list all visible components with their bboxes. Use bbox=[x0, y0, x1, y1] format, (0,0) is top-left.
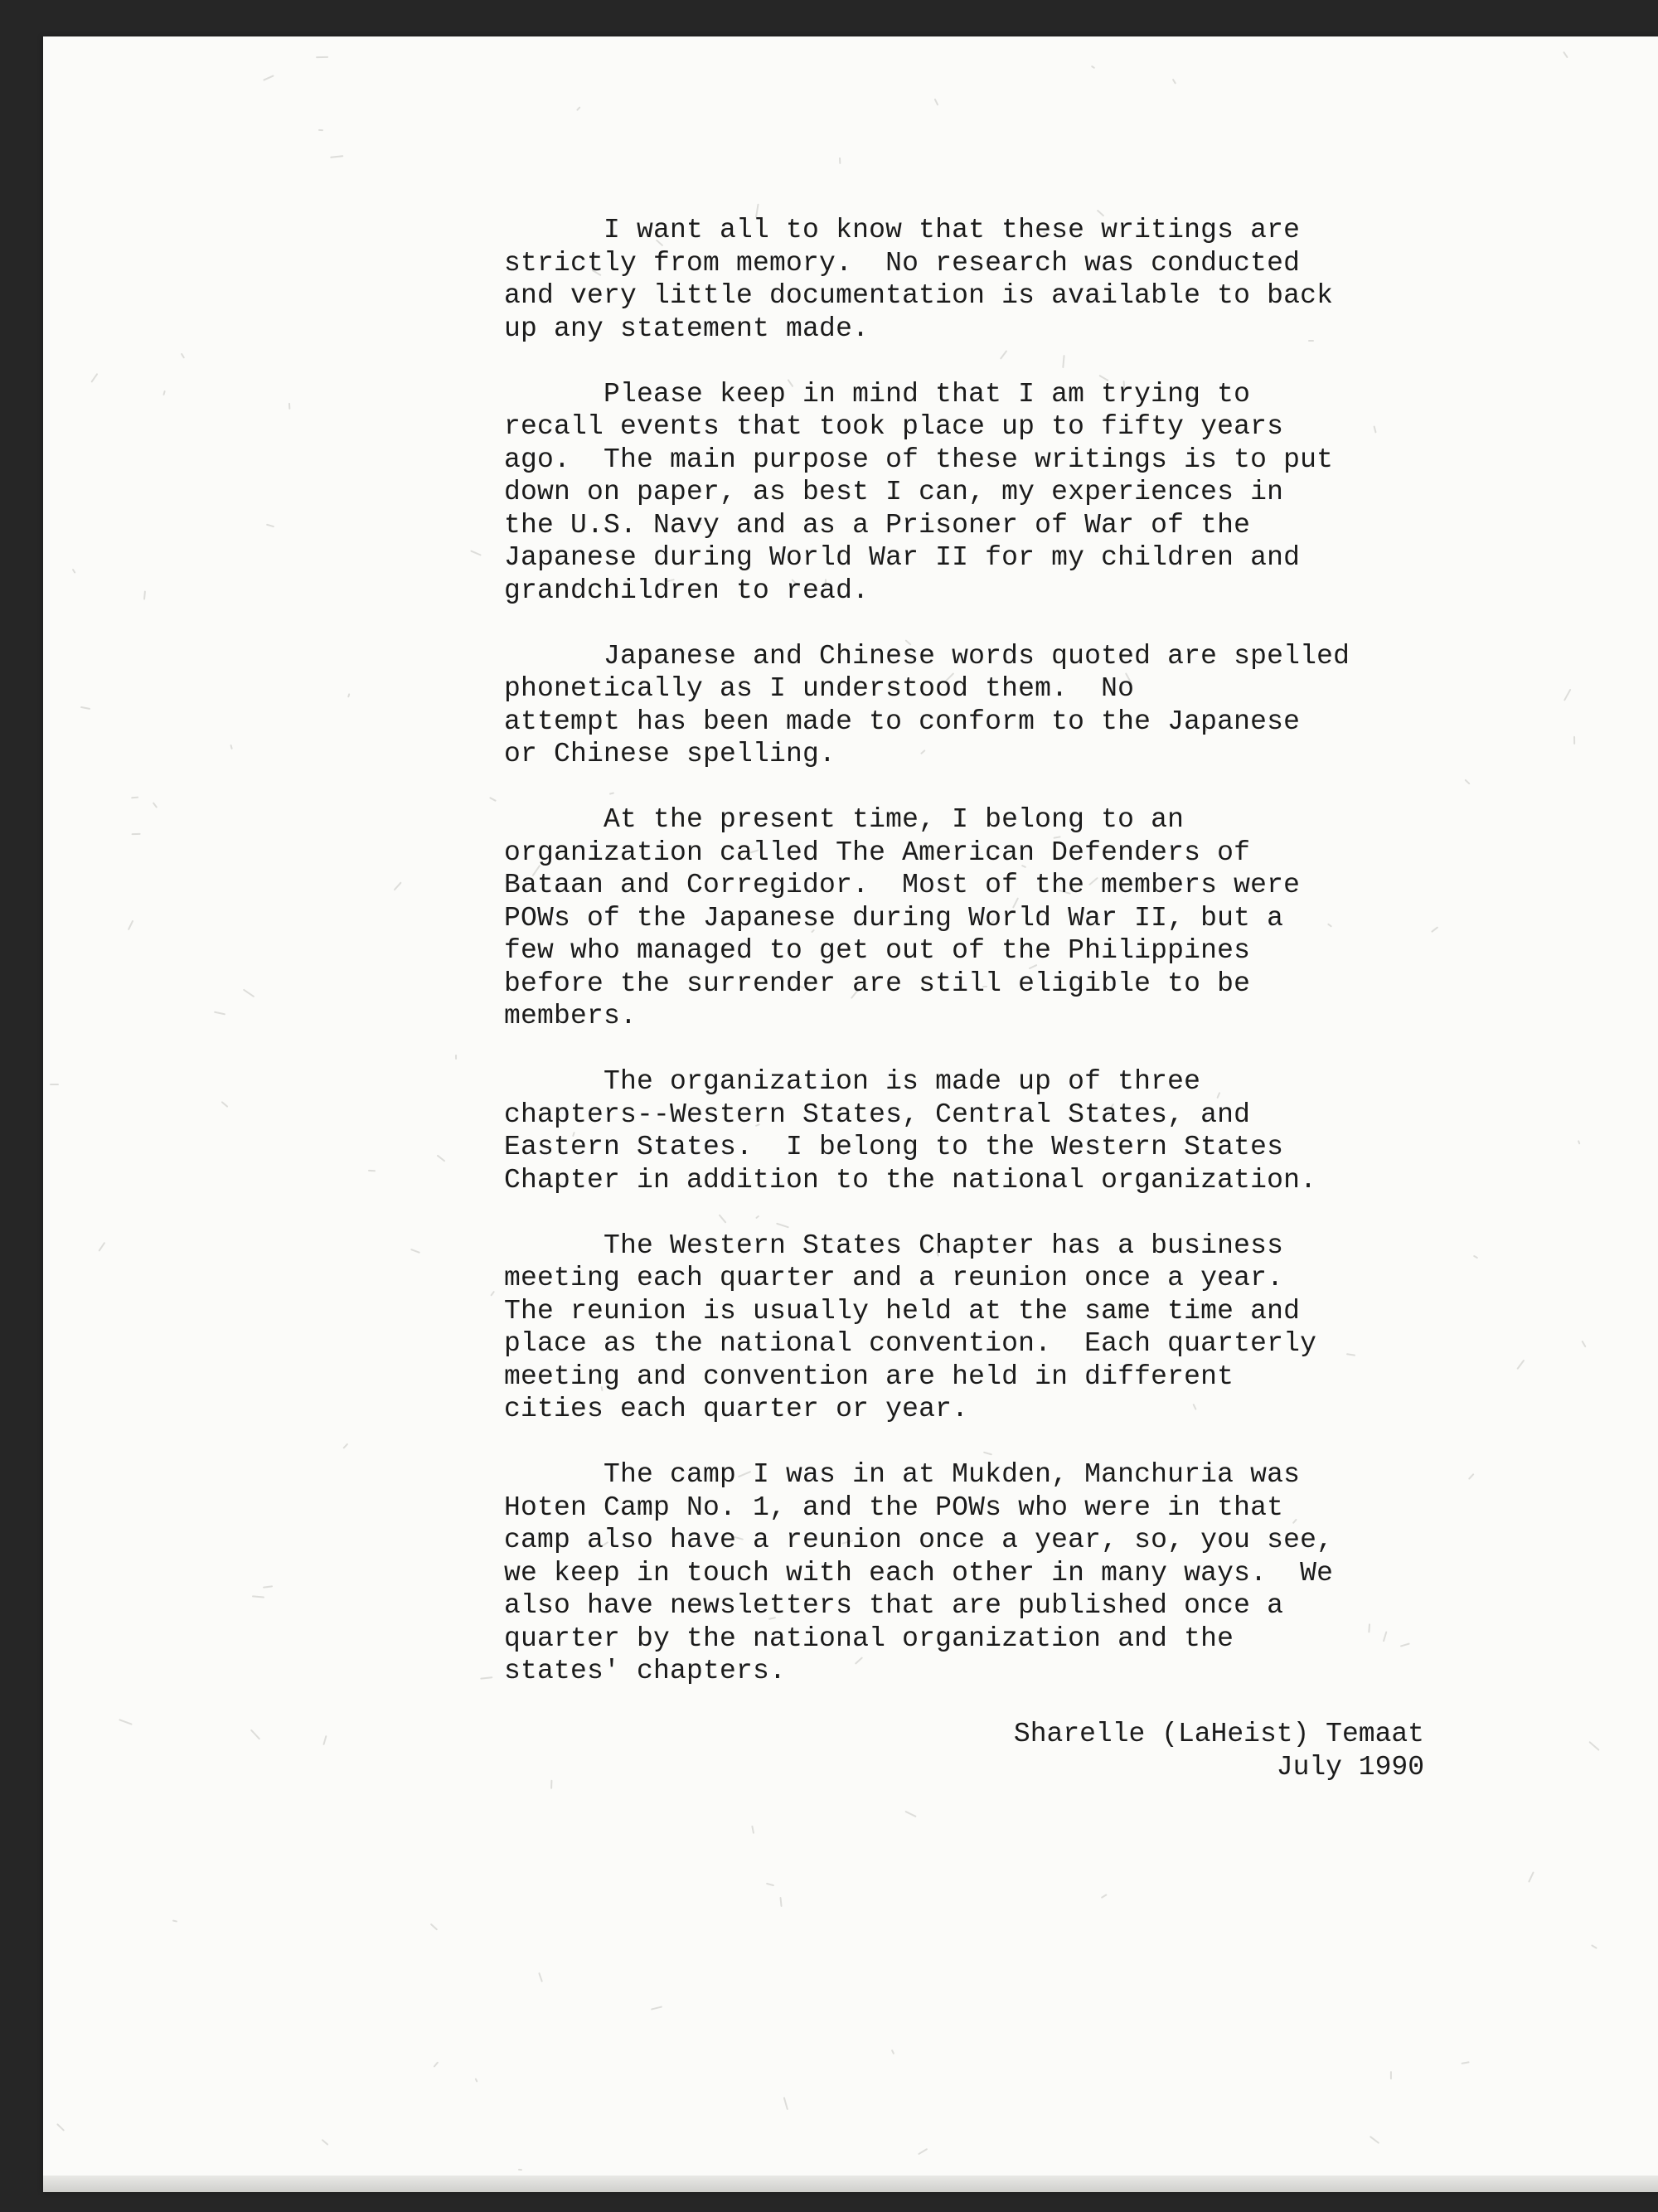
text-line: we keep in touch with each other in many ways. We bbox=[504, 1557, 1334, 1589]
text-line: states' chapters. bbox=[504, 1656, 787, 1686]
text-line: At the present time, I belong to an bbox=[504, 804, 1185, 835]
text-line: phonetically as I understood them. No bbox=[504, 673, 1135, 704]
paper-fleck bbox=[50, 1084, 59, 1085]
text-line: few who managed to get out of the Philippines bbox=[504, 935, 1251, 966]
text-line: Hoten Camp No. 1, and the POWs who were in that bbox=[504, 1492, 1284, 1523]
text-line: I want all to know that these writings are bbox=[504, 215, 1301, 245]
text-line: grandchildren to read. bbox=[504, 575, 870, 606]
text-line: or Chinese spelling. bbox=[504, 739, 836, 769]
text-line: the U.S. Navy and as a Prisoner of War of the bbox=[504, 509, 1251, 541]
text-line: place as the national convention. Each quarterly bbox=[504, 1328, 1317, 1359]
text-line: before the surrender are still eligible to be bbox=[504, 968, 1251, 999]
text-line: meeting each quarter and a reunion once a year. bbox=[504, 1263, 1284, 1293]
paragraph bbox=[504, 214, 1499, 345]
text-line: down on paper, as best I can, my experiences in bbox=[504, 477, 1284, 507]
paper-fleck bbox=[1573, 736, 1575, 745]
text-line: recall events that took place up to fifty years bbox=[504, 411, 1284, 442]
paper-fleck bbox=[455, 1055, 457, 1060]
text-line: Eastern States. I belong to the Western States bbox=[504, 1132, 1284, 1162]
paper-fleck bbox=[132, 833, 141, 835]
text-line: Chapter in addition to the national organization. bbox=[504, 1164, 1317, 1196]
text-line: Japanese and Chinese words quoted are spelled bbox=[504, 640, 1350, 672]
text-line: chapters--Western States, Central States, and bbox=[504, 1099, 1251, 1130]
paper-fleck bbox=[368, 1170, 376, 1171]
paragraph bbox=[504, 640, 1499, 771]
text-line: up any statement made. bbox=[504, 313, 870, 344]
text-line: The reunion is usually held at the same time and bbox=[504, 1295, 1301, 1327]
text-line: quarter by the national organization and the bbox=[504, 1623, 1234, 1654]
text-line: attempt has been made to conform to the Japanese bbox=[504, 706, 1301, 737]
paper-fleck bbox=[318, 129, 323, 131]
paper-fleck bbox=[838, 158, 840, 164]
text-line: camp also have a reunion once a year, so, you see, bbox=[504, 1525, 1334, 1555]
text-line: Japanese during World War II for my children and bbox=[504, 542, 1301, 573]
paper-fleck bbox=[131, 796, 138, 798]
paragraph bbox=[504, 1230, 1499, 1426]
text-line: Please keep in mind that I am trying to bbox=[504, 378, 1251, 410]
paragraph bbox=[504, 803, 1499, 1033]
text-line: Bataan and Corregidor. Most of the members were bbox=[504, 870, 1301, 900]
text-line: strictly from memory. No research was conducted bbox=[504, 247, 1301, 279]
text-line: The Western States Chapter has a business bbox=[504, 1230, 1284, 1261]
document-body bbox=[504, 214, 1499, 1720]
text-line: meeting and convention are held in different bbox=[504, 1361, 1234, 1392]
text-line: organization called The American Defenders of bbox=[504, 837, 1251, 868]
text-line: cities each quarter or year. bbox=[504, 1394, 969, 1424]
paragraph bbox=[504, 378, 1499, 608]
paragraph bbox=[504, 1458, 1499, 1688]
signature-name: Sharelle (LaHeist) Temaat bbox=[1013, 1719, 1424, 1749]
text-line: ago. The main purpose of these writings is to put bbox=[504, 444, 1334, 475]
paper-fleck bbox=[316, 56, 328, 57]
text-line: and very little documentation is available to back bbox=[504, 280, 1334, 311]
paper-bottom-edge bbox=[43, 2176, 1658, 2192]
text-line: The organization is made up of three bbox=[504, 1066, 1201, 1097]
paragraph bbox=[504, 1065, 1499, 1196]
signature-block bbox=[504, 1718, 1424, 1783]
signature-date: July 1990 bbox=[1276, 1751, 1424, 1783]
text-line: members. bbox=[504, 1001, 638, 1031]
text-line: also have newsletters that are published once a bbox=[504, 1590, 1284, 1621]
text-line: The camp I was in at Mukden, Manchuria was bbox=[504, 1459, 1301, 1490]
text-line: POWs of the Japanese during World War II, but a bbox=[504, 902, 1284, 934]
